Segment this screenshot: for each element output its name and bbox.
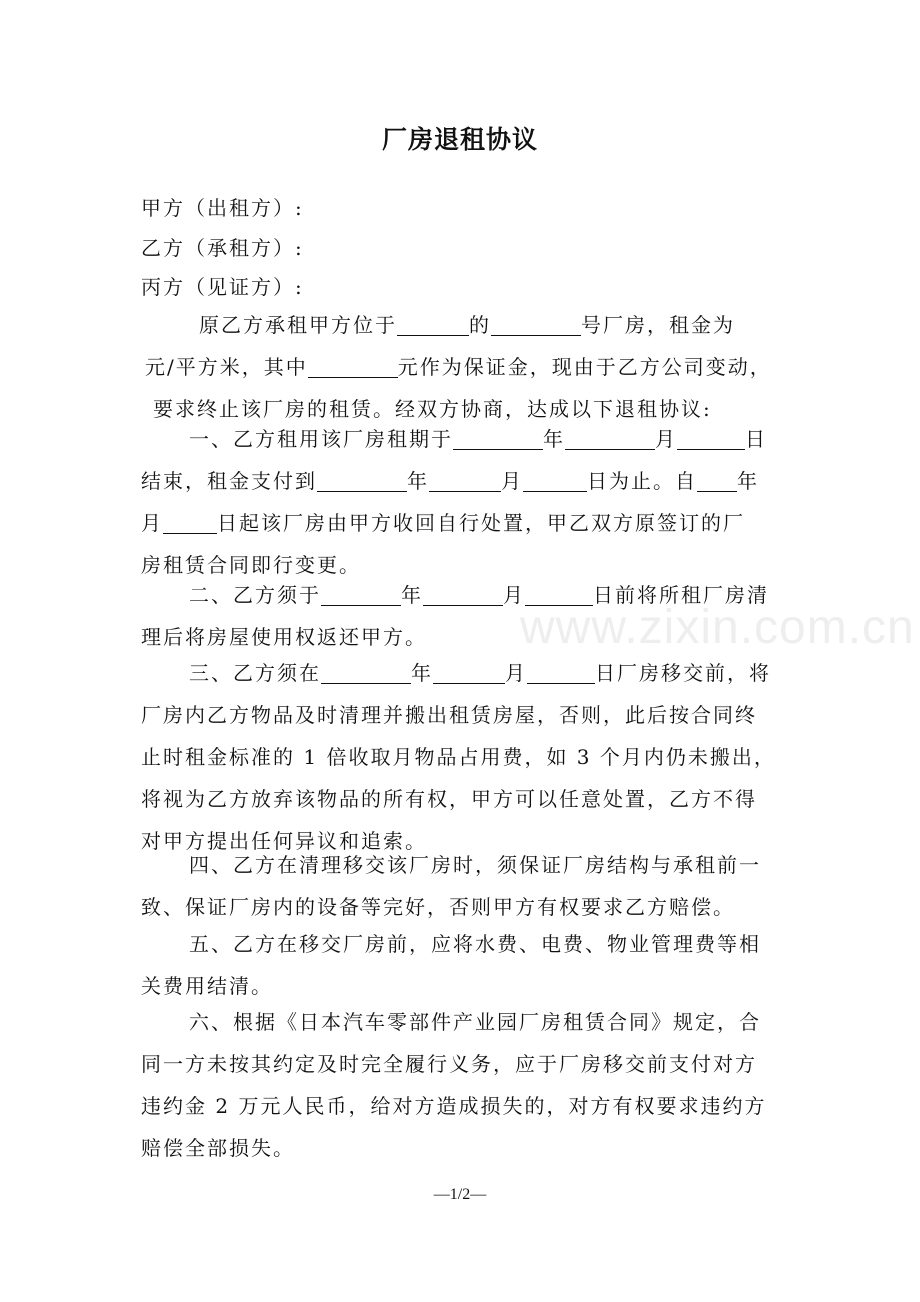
blank-field [321,578,401,606]
blank-field [525,578,593,606]
blank-field [453,422,543,450]
clause-5 [141,923,791,1007]
clause-text: 年 [401,583,423,607]
intro-text: 元作为保证金，现由于乙方公司变动， [397,355,772,379]
clause-text: 年 [411,661,433,685]
clause-3-line-5: 对甲方提出任何异议和追索。 [141,829,427,853]
blank-field [317,464,407,492]
intro-line-3: 要求终止该厂房的租赁。经双方协商，达成以下退租协议: [153,397,712,421]
clause-text: 三、乙方须在 [189,661,321,685]
clause-text: 月 [655,427,677,451]
blank-field [491,308,581,336]
watermark: www.zixin.com.cn [520,601,915,654]
clause-1-line-2 [141,460,791,502]
clause-2-line-1 [141,574,791,616]
clause-text: 日起该厂房由甲方收回自行处置，甲乙双方原签订的厂 [217,511,745,535]
intro-text: 原乙方承租甲方位于 [199,313,397,337]
blank-field [523,464,587,492]
clause-text: 结束，租金支付到 [141,469,317,493]
clause-3 [141,652,791,862]
clause-6-line-2: 同一方未按其约定及时完全履行义务，应于厂房移交前支付对方 [141,1052,757,1076]
clause-text: 日前将所租厂房清 [593,583,769,607]
clause-text: 年 [407,469,429,493]
clause-text: 月 [501,469,523,493]
clause-5-line-2: 关费用结清。 [141,974,273,998]
blank-field [527,656,595,684]
page-title: 厂房退租协议 [381,125,538,154]
clause-text: 日为止。自 [587,469,697,493]
clause-3-line-3: 止时租金标准的 1 倍收取月物品占用费，如 3 个月内仍未搬出， [141,745,776,769]
clause-text: 年 [543,427,565,451]
clause-text: 日 [745,427,767,451]
clause-text: 二、乙方须于 [189,583,321,607]
blank-field [565,422,655,450]
clause-6 [141,1001,791,1169]
intro-text: 号厂房，租金为 [581,313,735,337]
clause-text: 月 [503,583,525,607]
clause-text: 年 [737,469,759,493]
clause-text: 月 [505,661,527,685]
blank-field [433,656,505,684]
clause-6-line-1: 六、根据《日本汽车零部件产业园厂房租赁合同》规定，合 [189,1010,761,1034]
clause-3-line-2: 厂房内乙方物品及时清理并搬出租赁房屋，否则，此后按合同终 [141,703,757,727]
clause-6-line-4: 赔偿全部损失。 [141,1136,295,1160]
blank-field [423,578,503,606]
clause-5-line-1: 五、乙方在移交厂房前，应将水费、电费、物业管理费等相 [189,932,761,956]
clause-3-line-1 [141,652,791,694]
blank-field [677,422,745,450]
clause-1-line-1 [141,418,791,460]
blank-field [308,350,398,378]
blank-field [163,506,217,534]
intro-text: 元/平方米，其中 [145,355,308,379]
party-b-label: 乙方（承租方）: [141,236,304,260]
intro-line-2 [141,346,791,388]
blank-field [397,308,469,336]
blank-field [697,464,737,492]
intro-text: 的 [469,313,491,337]
intro-paragraph [141,304,791,430]
clause-4-line-2: 致、保证厂房内的设备等完好，否则甲方有权要求乙方赔偿。 [141,895,735,919]
clause-text: 一、乙方租用该厂房租期于 [189,427,453,451]
party-a-label: 甲方（出租方）: [141,196,304,220]
clause-2-line-2: 理后将房屋使用权返还甲方。 [141,625,427,649]
clause-3-line-4: 将视为乙方放弃该物品的所有权，甲方可以任意处置，乙方不得 [141,787,757,811]
intro-line-1 [141,304,791,346]
clause-1-line-4: 房租赁合同即行变更。 [141,553,361,577]
clause-6-line-3: 违约金 2 万元人民币，给对方造成损失的，对方有权要求违约方 [141,1094,767,1118]
clause-text: 日厂房移交前，将 [595,661,771,685]
clause-text: 月 [141,511,163,535]
clause-2 [141,574,791,658]
blank-field [321,656,411,684]
clause-4 [141,844,791,928]
clause-4-line-1: 四、乙方在清理移交该厂房时，须保证厂房结构与承租前一 [189,853,761,877]
clause-1 [141,418,791,586]
clause-1-line-3 [141,502,791,544]
blank-field [429,464,501,492]
party-c-label: 丙方（见证方）: [141,275,304,299]
page-number: —1/2— [433,1186,487,1203]
